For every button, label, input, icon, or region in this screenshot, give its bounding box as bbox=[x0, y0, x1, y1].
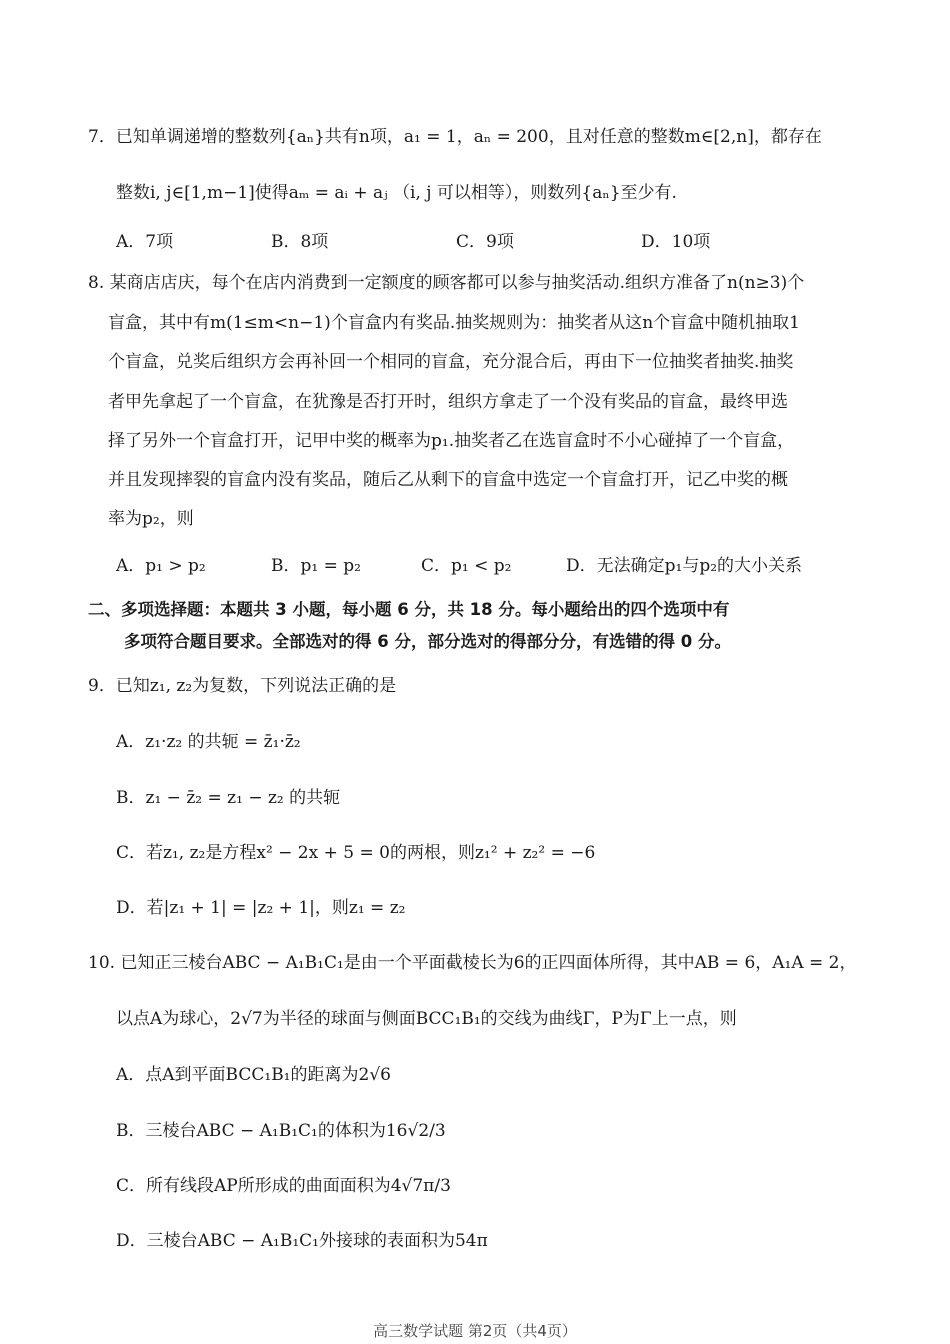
q9-option-a: A．z₁·z₂ 的共轭 = z̄₁·z̄₂ bbox=[116, 732, 301, 752]
q7-option-a: A．7项 bbox=[116, 232, 174, 252]
q10-option-d: D．三棱台ABC − A₁B₁C₁外接球的表面积为54π bbox=[116, 1231, 488, 1251]
q10-line2: 以点A为球心，2√7为半径的球面与侧面BCC₁B₁的交线为曲线Γ，P为Γ上一点，则 bbox=[116, 1009, 737, 1029]
q7-option-b: B．8项 bbox=[271, 232, 329, 252]
q8-line4: 者甲先拿起了一个盲盒，在犹豫是否打开时，组织方拿走了一个没有奖品的盲盒，最终甲选 bbox=[108, 392, 788, 412]
q10-option-c: C．所有线段AP所形成的曲面面积为4√7π/3 bbox=[116, 1176, 451, 1196]
q9-option-c: C．若z₁, z₂是方程x² − 2x + 5 = 0的两根，则z₁² + z₂² = −6 bbox=[116, 843, 596, 863]
q10-option-a: A．点A到平面BCC₁B₁的距离为2√6 bbox=[116, 1065, 391, 1085]
q8-line2: 盲盒，其中有m(1≤m<n−1)个盲盒内有奖品.抽奖规则为：抽奖者从这n个盲盒中随机抽取1 bbox=[108, 313, 800, 333]
q7-option-c: C．9项 bbox=[456, 232, 514, 252]
q7-line1: 7．已知单调递增的整数列{aₙ}共有n项，a₁ = 1，aₙ = 200，且对任意的整数m∈[2,n]，都存在 bbox=[88, 127, 822, 147]
q8-line3: 个盲盒，兑奖后组织方会再补回一个相同的盲盒，充分混合后，再由下一位抽奖者抽奖.抽奖 bbox=[108, 352, 794, 372]
q10-option-b: B．三棱台ABC − A₁B₁C₁的体积为16√2/3 bbox=[116, 1121, 446, 1141]
q7-option-d: D．10项 bbox=[641, 232, 711, 252]
q8-option-a: A．p₁ > p₂ bbox=[116, 556, 206, 576]
q8-line5: 择了另外一个盲盒打开，记甲中奖的概率为p₁.抽奖者乙在选盲盒时不小心碰掉了一个盲盒， bbox=[108, 431, 795, 451]
q8-line1: 8. 某商店店庆，每个在店内消费到一定额度的顾客都可以参与抽奖活动.组织方准备了n(n≥3)个 bbox=[88, 273, 805, 293]
q8-option-d: D．无法确定p₁与p₂的大小关系 bbox=[566, 556, 803, 576]
q8-option-b: B．p₁ = p₂ bbox=[271, 556, 361, 576]
q9-option-b: B．z₁ − z̄₂ = z₁ − z₂ 的共轭 bbox=[116, 788, 341, 808]
q8-line7: 率为p₂，则 bbox=[108, 509, 194, 529]
section-2-line2: 多项符合题目要求。全部选对的得 6 分，部分选对的得部分分，有选错的得 0 分。 bbox=[124, 632, 731, 651]
q9-stem: 9．已知z₁, z₂为复数，下列说法正确的是 bbox=[88, 676, 397, 696]
section-2-line1: 二、多项选择题：本题共 3 小题，每小题 6 分，共 18 分。每小题给出的四个选项中有 bbox=[88, 600, 730, 619]
page-footer: 高三数学试题 第2页（共4页） bbox=[373, 1322, 577, 1340]
q7-line2: 整数i, j∈[1,m−1]使得aₘ = aᵢ + aⱼ （i, j 可以相等），则数列{aₙ}至少有. bbox=[116, 183, 677, 203]
q8-option-c: C．p₁ < p₂ bbox=[421, 556, 512, 576]
q10-line1: 10. 已知正三棱台ABC − A₁B₁C₁是由一个平面截棱长为6的正四面体所得，其中AB = 6，A₁A = 2， bbox=[88, 953, 857, 973]
q9-option-d: D．若|z₁ + 1| = |z₂ + 1|，则z₁ = z₂ bbox=[116, 898, 406, 918]
q8-line6: 并且发现摔裂的盲盒内没有奖品，随后乙从剩下的盲盒中选定一个盲盒打开，记乙中奖的概 bbox=[108, 470, 788, 490]
